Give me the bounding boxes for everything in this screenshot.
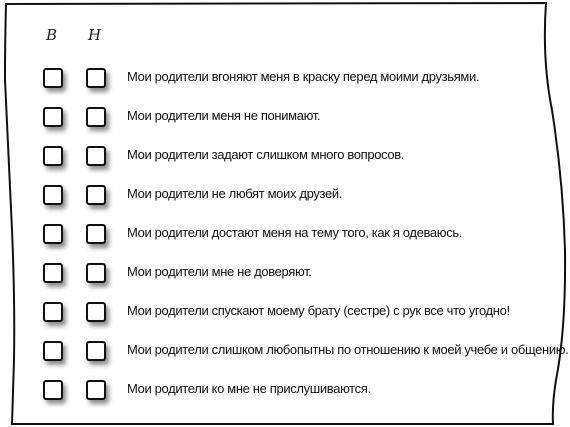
checkbox-v[interactable]	[43, 68, 63, 88]
checkbox-n[interactable]	[86, 380, 106, 400]
checkbox-n[interactable]	[86, 224, 106, 244]
list-item	[0, 380, 570, 404]
checkbox-v[interactable]	[43, 146, 63, 166]
checkbox-v[interactable]	[43, 380, 63, 400]
checkbox-n[interactable]	[86, 107, 106, 127]
list-item	[0, 224, 570, 248]
list-item	[0, 185, 570, 209]
list-item	[0, 302, 570, 326]
list-item	[0, 107, 570, 131]
column-header-v: В	[46, 26, 58, 44]
list-item	[0, 146, 570, 170]
list-item	[0, 263, 570, 287]
statement-text: Мои родители достают меня на тему того, как я одеваюсь.	[127, 225, 463, 240]
checkbox-n[interactable]	[86, 185, 106, 205]
checkbox-v[interactable]	[43, 341, 63, 361]
checkbox-n[interactable]	[86, 341, 106, 361]
checkbox-n[interactable]	[86, 146, 106, 166]
statement-text: Мои родители мне не доверяют.	[127, 264, 312, 279]
statement-text: Мои родители не любят моих друзей.	[127, 186, 343, 201]
checkbox-v[interactable]	[43, 263, 63, 283]
checkbox-n[interactable]	[86, 302, 106, 322]
checkbox-n[interactable]	[86, 68, 106, 88]
checkbox-v[interactable]	[43, 107, 63, 127]
statement-text: Мои родители меня не понимают.	[127, 108, 321, 123]
checkbox-v[interactable]	[43, 185, 63, 205]
list-item	[0, 68, 570, 92]
statement-text: Мои родители спускают моему брату (сестре) с рук все что угодно!	[127, 303, 510, 318]
statement-text: Мои родители ко мне не прислушиваются.	[127, 381, 371, 396]
column-header-n: Н	[88, 26, 102, 44]
checkbox-v[interactable]	[43, 302, 63, 322]
checkbox-v[interactable]	[43, 224, 63, 244]
list-item	[0, 341, 570, 365]
statement-text: Мои родители задают слишком много вопросов.	[127, 147, 405, 162]
statement-text: Мои родители вгоняют меня в краску перед моими друзьями.	[127, 69, 480, 84]
checkbox-n[interactable]	[86, 263, 106, 283]
statement-text: Мои родители слишком любопытны по отношению к моей учебе и общению.	[127, 342, 569, 357]
